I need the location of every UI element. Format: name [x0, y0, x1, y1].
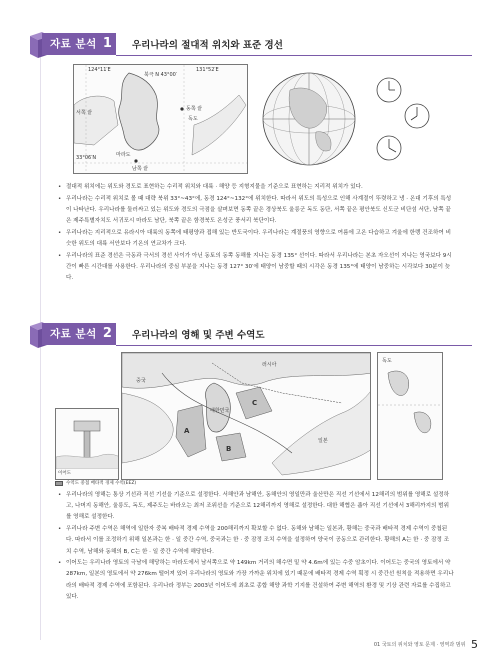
zone-b-label: B [226, 445, 232, 453]
east-end-label: 동쪽 끝 [186, 106, 203, 112]
dokdo-inset-label: 독도 [382, 358, 392, 364]
running-title: 01 국토의 위치와 영토 문제 · 영역과 범위 [373, 642, 466, 648]
sea-zone-map [121, 352, 371, 480]
legend-text: 수역도 중첩 배타적 경제 수역(EEZ) [66, 481, 137, 486]
legend-swatch [55, 481, 63, 486]
section1-badge-label: 자료 분석 [50, 38, 97, 50]
ieodo-inset-label: 이어도 [58, 471, 72, 476]
lon-east-label: 131°52′E [196, 67, 219, 73]
section2-number: 2 [102, 326, 113, 341]
section2-badge [42, 323, 116, 345]
clock-icon-1 [377, 78, 401, 102]
section1-title: 우리나라의 절대적 위치와 표준 경선 [132, 40, 283, 51]
section1-bullet: • 절대적 위치에는 위도와 경도로 표현하는 수리적 위치와 대륙 · 해양 등 지형지물을 기준으로 표현하는 지리적 위치가 있다. [58, 182, 454, 193]
china-label: 중국 [136, 378, 146, 384]
sea-map-drawing [122, 353, 371, 480]
zone-a-label: A [184, 427, 190, 435]
section2-bullets [58, 490, 454, 604]
section2-header [28, 320, 472, 350]
globe-icon [260, 70, 358, 168]
zone-c-label: C [252, 399, 258, 407]
section1-header [28, 30, 472, 60]
section2-bullet: • 우리나라의 영해는 통상 기선과 직선 기선을 기준으로 설정한다. 서해안과 남해안, 동해안의 영일만과 울산만은 직선 기선에서 12해리의 범위를 영해로 설정하고, 나머지 동해안, 울릉도, 독도, 제주도는 바라오는 최저 조위선을 기준으로 12해리까지 영해로 설정한다. 대한 해협은 좁아 직선 기선에서 3해리까지의 범위를 영해로 설정한다. [58, 490, 454, 524]
north-end-label: 북극 N 43°00′ [144, 72, 177, 78]
ieodo-inset [55, 408, 119, 480]
section1-bullet: • 우리나라는 수리적 위치로 볼 때 대략 북위 33°~43°에, 동경 124°~132°에 위치한다. 따라서 위도의 특성으로 인해 사계절이 뚜렷하고 냉 · 온대 기후의 특성이 나타난다. 우리나라를 둘러싸고 있는 위도와 경도의 극점을 살펴보면 동쪽 끝은 경상북도 울릉군 독도 동단, 서쪽 끝은 평안북도 신도군 비단섬 서단, 남쪽 끝은 제주특별자치도 서귀포시 마라도 남단, 북쪽 끝은 함경북도 온성군 풍서리 북단이다. [58, 194, 454, 228]
section2-title: 우리나라의 영해 및 주변 수역도 [132, 330, 265, 341]
west-end-label: 서쪽 끝 [76, 110, 93, 116]
clock-icon-2 [405, 104, 429, 128]
section1-bullet: • 우리나라는 지리적으로 유라시아 대륙의 동쪽에 태평양과 접해 있는 반도국이다. 우리나라는 계절풍의 영향으로 여름에 고온 다습하고 겨울에 한랭 건조하여 비슷한 위도의 대륙 서안보다 기온의 연교차가 크다. [58, 228, 454, 250]
section1-badge [42, 33, 116, 55]
sea-map-legend [55, 480, 136, 486]
korea-map-drawing [74, 65, 248, 174]
lon-west-label: 124°11′E [88, 67, 111, 73]
ieodo-station-drawing [56, 409, 119, 469]
dokdo-label: 독도 [188, 116, 198, 122]
section2-bullet: • 우리나라 주변 수역은 해역에 일한자 중복 배타적 경제 수역을 200해리까지 확보할 수 없다. 동해와 남해는 일본과, 황해는 중국과 배타적 경제 수역이 중첩된다. 따라서 이를 조정하기 위해 일본과는 한 · 일 중간 수역, 중국과는 한 · 중 잠정 조치 수역을 설정하여 양국이 공동으로 관리한다. 황해의 A는 한 · 중 잠정 조치 수역, 남해와 동해의 B, C는 한 · 일 중간 수역에 해당한다. [58, 524, 454, 558]
clock-icon-3 [377, 136, 401, 160]
section1-figure [55, 64, 445, 176]
japan-label: 일본 [318, 438, 328, 444]
dokdo-inset-drawing [378, 353, 443, 471]
section2-badge-label: 자료 분석 [50, 328, 97, 340]
russia-label: 러시아 [262, 362, 277, 368]
korea-label: 대한민국 [210, 408, 230, 414]
section1-rule [116, 55, 472, 56]
section1-bullet: • 우리나라의 표준 경선은 극동과 극서의 경선 사이가 아닌 동토의 동쪽 동해를 지나는 동경 135° 선이다. 따라서 우리나라는 본초 자오선이 지나는 영국보다 9시간이 빠른 시간대를 사용한다. 우리나라의 중심 부분을 지나는 동경 127° 30′에 태양이 남중할 때의 시각은 동경 135°에 태양이 남중하는 시각보다 30분이 늦다. [58, 251, 454, 285]
south-end-label: 남쪽 끝 [132, 166, 149, 172]
section2-bullet: • 이어도는 우리나라 영토의 극남에 해당하는 마라도에서 남서쪽으로 약 149km 거리의 해수면 밑 약 4.6m에 있는 수중 암초이다. 이어도는 중국의 영토에서 약 287km, 일본의 영토에서 약 276km 떨어져 있어 우리나라의 영토와 가장 가까운 위치에 있기 때문에 배타적 경제 수역 획정 시 중간선 원칙을 적용하면 우리나라의 배타적 경제 수역에 포함된다. 우리나라 정부는 2003년 이어도에 최초로 종합 해양 과학 기지를 건설하여 주변 해역의 환경 및 기상 관련 자료를 수집하고 있다. [58, 558, 454, 603]
section1-number: 1 [102, 36, 113, 51]
clock-icons [373, 72, 433, 168]
section1-bullets [58, 182, 454, 285]
marado-label: 마라도 [116, 152, 131, 158]
section2-figure [55, 352, 445, 484]
page-footer [374, 638, 478, 651]
korea-position-map [73, 64, 248, 174]
section2-rule [116, 345, 472, 346]
dokdo-inset [377, 352, 443, 480]
lat-south-label: 33°06′N [76, 155, 97, 161]
page-number: 5 [471, 638, 478, 651]
